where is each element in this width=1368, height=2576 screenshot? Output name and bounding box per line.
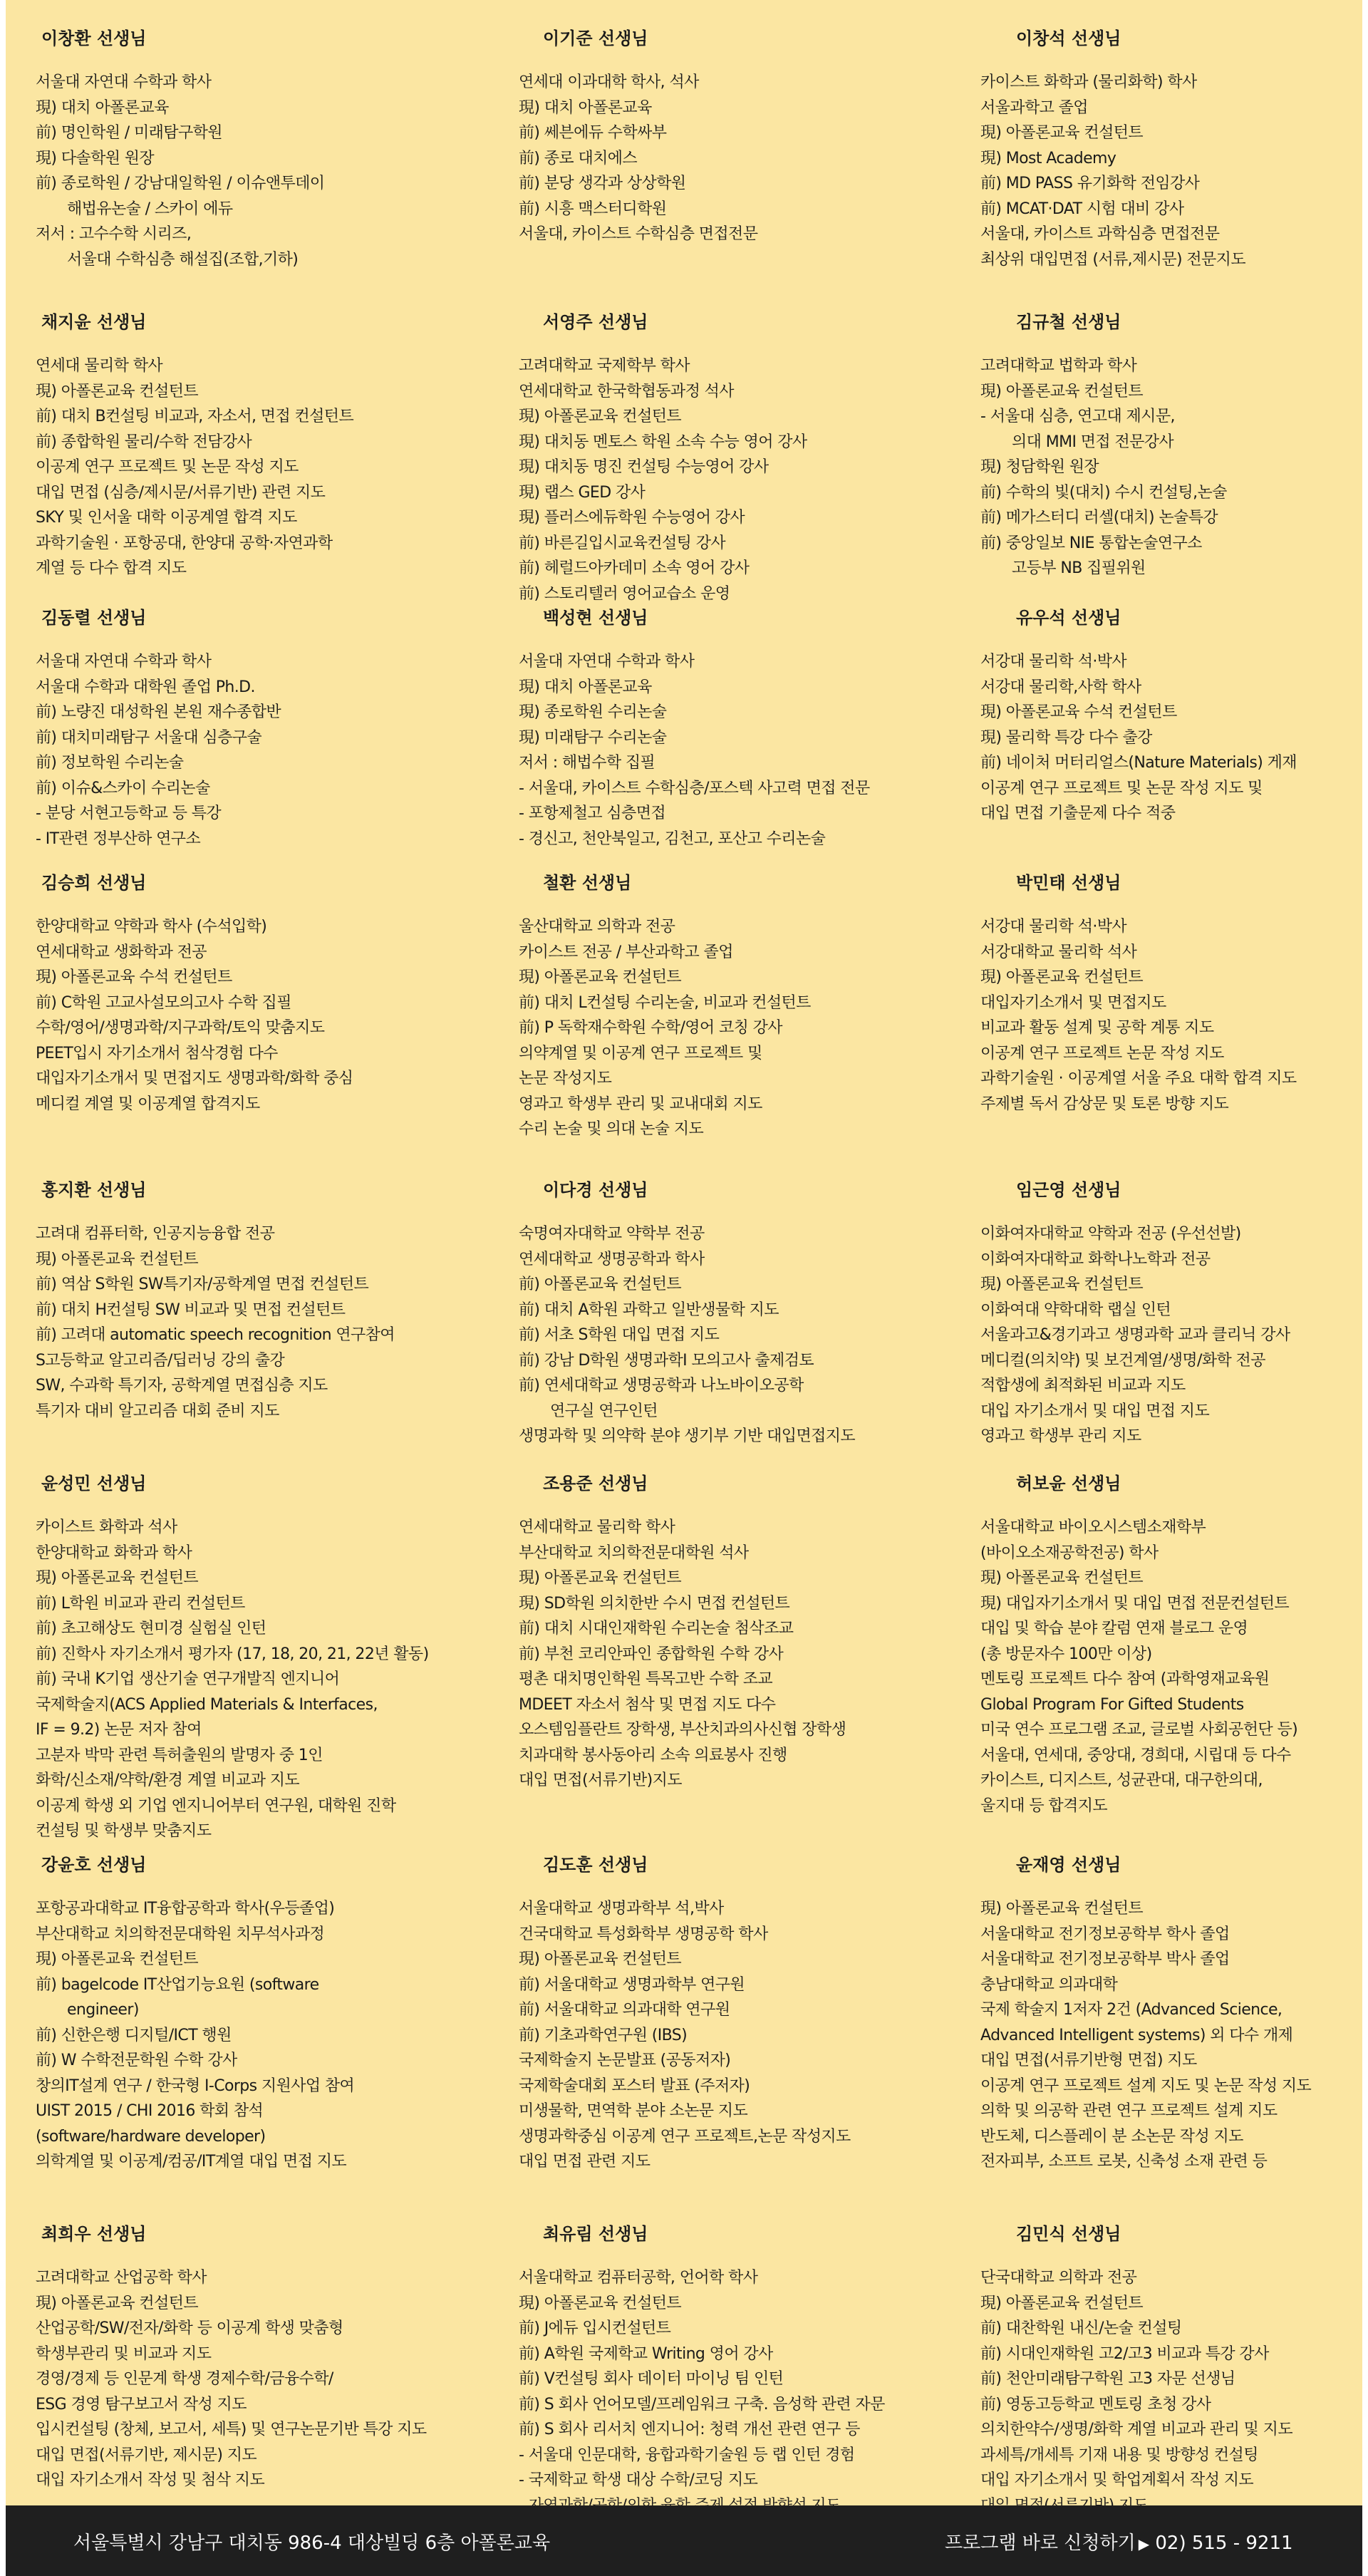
credential-line: 영과고 학생부 관리 및 교내대회 지도 xyxy=(519,1095,762,1113)
credential-line: 現) SD학원 의치한반 수시 면접 컨설턴트 xyxy=(519,1594,790,1613)
credential-line: 現) 아폴론교육 수석 컨설턴트 xyxy=(980,703,1177,721)
teacher-name: 채지윤 선생님 xyxy=(41,312,147,332)
credential-line: 現) 아폴론교육 컨설턴트 xyxy=(36,1950,199,1968)
credential-line: SW, 수과학 특기자, 공학계열 면접심층 지도 xyxy=(36,1377,328,1395)
credential-line: 現) 플러스에듀학원 수능영어 강사 xyxy=(519,509,745,527)
credential-line: 카이스트 화학과 (물리화학) 학사 xyxy=(980,73,1197,91)
teacher-credentials xyxy=(6,914,479,1117)
credential-line: 前) V컨설팅 회사 데이터 마이닝 팀 인턴 xyxy=(519,2370,784,2388)
credential-line: 現) 아폴론교육 컨설턴트 xyxy=(980,968,1144,986)
credential-line: - 서울대 인문대학, 융합과학기술원 등 랩 인턴 경험 xyxy=(519,2446,855,2464)
teacher-credentials xyxy=(479,70,952,247)
teacher-credentials xyxy=(6,1221,479,1424)
credential-line: 서강대 물리학,사학 학사 xyxy=(980,678,1141,696)
credential-line: 서울과고&경기과고 생명과학 교과 클리닉 강사 xyxy=(980,1326,1290,1344)
credential-line: 前) 종합학원 물리/수학 전담강사 xyxy=(36,433,252,451)
credential-line: 카이스트 전공 / 부산과학고 졸업 xyxy=(519,943,733,961)
credential-line: 前) C학원 고교사설모의고사 수학 집필 xyxy=(36,993,291,1012)
credential-line: 現) 아폴론교육 컨설턴트 xyxy=(980,2294,1144,2312)
teacher-credentials xyxy=(479,1515,952,1794)
credential-line: 現) 랩스 GED 강사 xyxy=(519,483,646,502)
credential-line: 前) 고려대 automatic speech recognition 연구참여 xyxy=(36,1326,395,1344)
credential-line: 의학 및 의공학 관련 연구 프로젝트 설계 지도 xyxy=(980,2102,1278,2120)
credential-line: 메디컬 계열 및 이공계열 합격지도 xyxy=(36,1095,260,1113)
credential-line: 現) 아폴론교육 컨설턴트 xyxy=(36,1250,199,1268)
credential-line: - 분당 서현고등학교 등 특강 xyxy=(36,805,222,822)
credential-line: 치과대학 봉사동아리 소속 의료봉사 진행 xyxy=(519,1746,787,1764)
credential-line: 서강대 물리학 석·박사 xyxy=(980,918,1127,936)
teacher-name: 이다경 선생님 xyxy=(543,1180,648,1200)
teacher-name: 철환 선생님 xyxy=(543,873,632,893)
teacher-card xyxy=(479,606,952,871)
credential-line: 고려대학교 국제학부 학사 xyxy=(519,357,690,375)
teacher-name: 이창환 선생님 xyxy=(41,29,147,48)
credential-line: 前) S 회사 리서치 엔지니어: 청력 개선 관련 연구 등 xyxy=(519,2421,860,2438)
credential-line: 컨설팅 및 학생부 맞춤지도 xyxy=(36,1822,212,1840)
credential-line: 前) 부천 코리안파인 종합학원 수학 강사 xyxy=(519,1645,784,1663)
credential-line: 現) 아폴론교육 컨설턴트 xyxy=(519,1569,682,1587)
credential-line: 前) 아폴론교육 컨설턴트 xyxy=(519,1276,682,1293)
credential-line: 한양대학교 화학과 학사 xyxy=(36,1543,192,1562)
credential-line: 現) 청담학원 원장 xyxy=(980,458,1099,476)
credential-line: 前) 종로학원 / 강남대일학원 / 이슈앤투데이 xyxy=(36,175,325,192)
faculty-page xyxy=(6,0,1362,2576)
teacher-name: 유우석 선생님 xyxy=(1016,608,1121,628)
credential-line: 前) 이슈&스카이 수리논술 xyxy=(36,779,210,797)
credential-line: 前) 분당 생각과 상상학원 xyxy=(519,175,686,192)
credential-line: 前) 서초 S학원 대입 면접 지도 xyxy=(519,1326,720,1344)
credential-line: 前) 대치 B컨설팅 비교과, 자소서, 면접 컨설턴트 xyxy=(36,408,354,425)
credential-line: 과세특/개세특 기재 내용 및 방향성 컨설팅 xyxy=(980,2446,1258,2464)
credential-line: 국제학술대회 포스터 발표 (주저자) xyxy=(519,2076,750,2095)
credential-line: (바이오소재공학전공) 학사 xyxy=(980,1543,1159,1562)
credential-line: 포항공과대학교 IT융합공학과 학사(우등졸업) xyxy=(36,1900,335,1918)
credential-line: 연세대 물리학 학사 xyxy=(36,357,163,375)
credential-line: 前) 스토리텔러 영어교습소 운영 xyxy=(519,584,730,603)
credential-line: 평촌 대치명인학원 특목고반 수학 조교 xyxy=(519,1670,773,1688)
teacher-name: 윤재영 선생님 xyxy=(1016,1855,1121,1875)
teacher-name: 강윤호 선생님 xyxy=(41,1855,147,1875)
credential-line: 울산대학교 의학과 전공 xyxy=(519,918,675,936)
teacher-grid xyxy=(6,0,1362,2558)
credential-line: - IT관련 정부산하 연구소 xyxy=(36,829,201,848)
credential-line: - 국제학교 학생 대상 수학/코딩 지도 xyxy=(519,2471,758,2489)
credential-line: 단국대학교 의학과 전공 xyxy=(980,2269,1137,2287)
credential-line: 대입 자기소개서 및 학업계획서 작성 지도 xyxy=(980,2471,1254,2489)
credential-line: 국제학술지 논문발표 (공동저자) xyxy=(519,2052,731,2069)
credential-line: 메디컬(의치약) 및 보건계열/생명/화학 전공 xyxy=(980,1351,1265,1370)
credential-line: 생명과학중심 이공계 연구 프로젝트,논문 작성지도 xyxy=(519,2127,851,2146)
credential-line: (총 방문자수 100만 이상) xyxy=(980,1645,1152,1663)
credential-line: 現) 아폴론교육 컨설턴트 xyxy=(36,1569,199,1587)
credential-line: 前) 명인학원 / 미래탐구학원 xyxy=(36,124,222,142)
credential-line: 카이스트 화학과 석사 xyxy=(36,1519,177,1536)
credential-line: 국제학술지(ACS Applied Materials & Interfaces, xyxy=(36,1695,378,1714)
credential-line: ESG 경영 탐구보고서 작성 지도 xyxy=(36,2395,247,2414)
teacher-card xyxy=(479,1472,952,1853)
teacher-card xyxy=(6,871,479,1179)
credential-line: 서울대, 연세대, 중앙대, 경희대, 시립대 등 다수 xyxy=(980,1746,1291,1764)
teacher-credentials xyxy=(479,649,952,852)
credential-line: 연세대 이과대학 학사, 석사 xyxy=(519,73,699,91)
teacher-card xyxy=(952,27,1362,311)
teacher-name: 이창석 선생님 xyxy=(1016,29,1121,48)
credential-line: 충남대학교 의과대학 xyxy=(980,1975,1118,1994)
credential-line: 한양대학교 약학과 학사 (수석입학) xyxy=(36,918,267,936)
credential-line: S고등학교 알고리즘/딥러닝 강의 출강 xyxy=(36,1351,285,1370)
credential-line: 영과고 학생부 관리 지도 xyxy=(980,1427,1141,1445)
teacher-credentials xyxy=(6,1515,479,1844)
credential-line: 前) S 회사 언어모델/프레임워크 구축. 음성학 관련 자문 xyxy=(519,2395,885,2414)
credential-line: 前) MD PASS 유기화학 전임강사 xyxy=(980,175,1200,192)
credential-line: 現) 아폴론교육 컨설턴트 xyxy=(980,124,1144,142)
credential-line: engineer) xyxy=(67,2001,139,2019)
credential-line: 대입 및 학습 분야 칼럼 연재 블로그 운영 xyxy=(980,1620,1248,1638)
teacher-credentials xyxy=(952,353,1362,581)
credential-line: 국제 학술지 1저자 2건 (Advanced Science, xyxy=(980,2001,1282,2019)
credential-line: 연세대학교 한국학협동과정 석사 xyxy=(519,382,734,400)
teacher-card xyxy=(6,1853,479,2223)
credential-line: 대입 면접 (심층/제시문/서류기반) 관련 지도 xyxy=(36,483,326,502)
credential-line: 前) 역삼 S학원 SW특기자/공학계열 면접 컨설턴트 xyxy=(36,1276,369,1293)
credential-line: 멘토링 프로젝트 다수 참여 (과학영재교육원 xyxy=(980,1670,1270,1688)
credential-line: 수리 논술 및 의대 논술 지도 xyxy=(519,1120,704,1138)
credential-line: 現) 다솔학원 원장 xyxy=(36,149,155,167)
credential-line: 現) 아폴론교육 컨설턴트 xyxy=(36,382,199,400)
credential-line: 前) 노량진 대성학원 본원 재수종합반 xyxy=(36,703,281,721)
credential-line: 미생물학, 면역학 분야 소논문 지도 xyxy=(519,2102,748,2120)
credential-line: 부산대학교 치의학전문대학원 석사 xyxy=(519,1543,749,1562)
credential-line: 고려대 컴퓨터학, 인공지능융합 전공 xyxy=(36,1225,275,1243)
credential-line: 최상위 대입면접 (서류,제시문) 전문지도 xyxy=(980,250,1245,269)
credential-line: 의약계열 및 이공계 연구 프로젝트 및 xyxy=(519,1044,762,1062)
credential-line: 前) 수학의 빛(대치) 수시 컨설팅,논술 xyxy=(980,483,1227,502)
teacher-credentials xyxy=(952,70,1362,272)
credential-line: 前) 대치미래탐구 서울대 심층구술 xyxy=(36,728,262,747)
credential-line: 고려대학교 산업공학 학사 xyxy=(36,2269,207,2287)
credential-line: 서울대 수학과 대학원 졸업 Ph.D. xyxy=(36,678,255,696)
teacher-card xyxy=(479,1853,952,2223)
credential-line: 고려대학교 법학과 학사 xyxy=(980,357,1137,375)
credential-line: 서울대, 카이스트 수학심층 면접전문 xyxy=(519,225,758,243)
teacher-credentials xyxy=(479,914,952,1142)
credential-line: 이공계 연구 프로젝트 논문 작성 지도 xyxy=(980,1044,1224,1062)
teacher-card xyxy=(952,311,1362,606)
credential-line: 서울대학교 전기정보공학부 박사 졸업 xyxy=(980,1950,1230,1968)
credential-line: 대입 자기소개서 및 대입 면접 지도 xyxy=(980,1402,1210,1420)
credential-line: 現) 아폴론교육 컨설턴트 xyxy=(36,2294,199,2312)
credential-line: 前) 서울대학교 생명과학부 연구원 xyxy=(519,1975,745,1994)
teacher-name: 최희우 선생님 xyxy=(41,2224,147,2244)
credential-line: 대입자기소개서 및 면접지도 생명과학/화학 중심 xyxy=(36,1070,353,1087)
credential-line: 서울대학교 전기정보공학부 학사 졸업 xyxy=(980,1925,1230,1943)
credential-line: 서울대, 카이스트 과학심층 면접전문 xyxy=(980,225,1220,243)
credential-line: SKY 및 인서울 대학 이공계열 합격 지도 xyxy=(36,509,297,527)
teacher-credentials xyxy=(479,2265,952,2518)
teacher-card xyxy=(479,871,952,1179)
credential-line: 서울대 자연대 수학과 학사 xyxy=(36,653,212,671)
credential-line: - 경신고, 천안북일고, 김천고, 포산고 수리논술 xyxy=(519,829,826,848)
credential-line: 입시컨설팅 (창체, 보고서, 세특) 및 연구논문기반 특강 지도 xyxy=(36,2421,427,2438)
credential-line: 적합생에 최적화된 비교과 지도 xyxy=(980,1377,1186,1395)
credential-line: 서강대 물리학 석·박사 xyxy=(980,653,1127,671)
credential-line: 전자피부, 소프트 로봇, 신축성 소재 관련 등 xyxy=(980,2153,1268,2171)
credential-line: 화학/신소재/약학/환경 계열 비교과 지도 xyxy=(36,1771,300,1789)
credential-line: 저서 : 해법수학 집필 xyxy=(519,754,656,772)
credential-line: 연세대학교 생화학과 전공 xyxy=(36,943,207,961)
credential-line: 계열 등 다수 합격 지도 xyxy=(36,559,187,577)
teacher-credentials xyxy=(479,1896,952,2175)
credential-line: - 서울대, 카이스트 수학심층/포스텍 사고력 면접 전문 xyxy=(519,779,870,797)
credential-line: 이공계 학생 외 기업 엔지니어부터 연구원, 대학원 진학 xyxy=(36,1796,396,1815)
credential-line: 前) P 독학재수학원 수학/영어 코칭 강사 xyxy=(519,1019,782,1037)
teacher-name: 김민식 선생님 xyxy=(1016,2224,1121,2244)
credential-line: 前) 영동고등학교 멘토링 초청 강사 xyxy=(980,2395,1211,2414)
credential-line: 숙명여자대학교 약학부 전공 xyxy=(519,1225,705,1243)
credential-line: 과학기술원 · 포항공대, 한양대 공학·자연과학 xyxy=(36,534,333,552)
credential-line: 연세대학교 생명공학과 학사 xyxy=(519,1250,705,1268)
credential-line: 비교과 활동 설계 및 공학 계통 지도 xyxy=(980,1019,1214,1037)
credential-line: 이공계 연구 프로젝트 및 논문 작성 지도 xyxy=(36,458,299,476)
footer-address: 서울특별시 강남구 대치동 986-4 대상빌딩 6층 아폴론교육 xyxy=(73,2533,551,2554)
footer-bar xyxy=(6,2505,1362,2576)
credential-line: IF = 9.2) 논문 저자 참여 xyxy=(36,1721,202,1739)
credential-line: 現) 아폴론교육 수석 컨설턴트 xyxy=(36,968,232,986)
credential-line: Global Program For Gifted Students xyxy=(980,1695,1244,1714)
credential-line: 저서 : 고수수학 시리즈, xyxy=(36,225,192,243)
credential-line: 서울대학교 생명과학부 석,박사 xyxy=(519,1900,724,1918)
credential-line: 前) 신한은행 디지털/ICT 행원 xyxy=(36,2026,232,2044)
credential-line: 대입 자기소개서 작성 및 첨삭 지도 xyxy=(36,2471,265,2489)
credential-line: - 서울대 심층, 연고대 제시문, xyxy=(980,408,1175,425)
credential-line: 대입 면접(서류기반)지도 xyxy=(519,1771,682,1789)
credential-line: 現) 대치 아폴론교육 xyxy=(519,98,652,117)
teacher-card xyxy=(479,1179,952,1472)
teacher-card xyxy=(952,871,1362,1179)
credential-line: 現) 대입자기소개서 및 대입 면접 전문컨설턴트 xyxy=(980,1594,1290,1613)
credential-line: 前) bagelcode IT산업기능요원 (software xyxy=(36,1975,319,1994)
credential-line: 前) 천안미래탐구학원 고3 자문 선생님 xyxy=(980,2370,1235,2388)
credential-line: 現) Most Academy xyxy=(980,149,1116,167)
credential-line: 서울과학고 졸업 xyxy=(980,98,1088,117)
credential-line: 前) 대치 A학원 과학고 일반생물학 지도 xyxy=(519,1300,779,1319)
teacher-credentials xyxy=(952,649,1362,827)
credential-line: 前) 시대인재학원 고2/고3 비교과 특강 강사 xyxy=(980,2344,1269,2363)
credential-line: 학생부관리 및 비교과 지도 xyxy=(36,2344,212,2363)
teacher-credentials xyxy=(6,353,479,581)
teacher-name: 서영주 선생님 xyxy=(543,312,648,332)
teacher-card xyxy=(6,1472,479,1853)
teacher-card xyxy=(952,1179,1362,1472)
credential-line: 산업공학/SW/전자/화학 등 이공계 학생 맞춤형 xyxy=(36,2319,343,2337)
teacher-name: 김동렬 선생님 xyxy=(41,608,147,628)
credential-line: 現) 아폴론교육 컨설턴트 xyxy=(980,1276,1144,1293)
credential-line: - 포항제철고 심층면접 xyxy=(519,805,665,822)
teacher-name: 백성현 선생님 xyxy=(543,608,648,628)
credential-line: 주제별 독서 감상문 및 토론 방향 지도 xyxy=(980,1095,1229,1113)
credential-line: 現) 대치 아폴론교육 xyxy=(519,678,652,696)
credential-line: 前) 대치 시대인재학원 수리논술 첨삭조교 xyxy=(519,1620,794,1638)
credential-line: 대입 면접(서류기반형 면접) 지도 xyxy=(980,2052,1197,2069)
credential-line: MDEET 자소서 첨삭 및 면접 지도 다수 xyxy=(519,1695,776,1714)
credential-line: 前) 중앙일보 NIE 통합논술연구소 xyxy=(980,534,1202,552)
credential-line: 건국대학교 특성화학부 생명공학 학사 xyxy=(519,1925,768,1943)
credential-line: 現) 아폴론교육 컨설턴트 xyxy=(519,408,682,425)
credential-line: 울지대 등 합격지도 xyxy=(980,1796,1108,1815)
credential-line: 現) 대치 아폴론교육 xyxy=(36,98,169,117)
teacher-card xyxy=(6,606,479,871)
teacher-credentials xyxy=(952,2265,1362,2518)
credential-line: 이화여자대학교 약학과 전공 (우선선발) xyxy=(980,1225,1241,1243)
credential-line: 서울대 자연대 수학과 학사 xyxy=(36,73,212,91)
credential-line: 前) 헤럴드아카데미 소속 영어 강사 xyxy=(519,559,750,577)
teacher-credentials xyxy=(6,649,479,852)
credential-line: 前) 정보학원 수리논술 xyxy=(36,754,184,772)
credential-line: 前) 연세대학교 생명공학과 나노바이오공학 xyxy=(519,1377,804,1395)
credential-line: 의대 MMI 면접 전문강사 xyxy=(1012,433,1174,451)
teacher-name: 임근영 선생님 xyxy=(1016,1180,1121,1200)
credential-line: 미국 연수 프로그램 조교, 글로벌 사회공헌단 등) xyxy=(980,1721,1298,1739)
credential-line: PEET입시 자기소개서 첨삭경험 다수 xyxy=(36,1044,278,1062)
credential-line: 논문 작성지도 xyxy=(519,1070,612,1087)
credential-line: 現) 아폴론교육 컨설턴트 xyxy=(519,2294,682,2312)
credential-line: 의치한약수/생명/화학 계열 비교과 관리 및 지도 xyxy=(980,2421,1292,2438)
credential-line: 前) 대치 H컨설팅 SW 비교과 및 면접 컨설턴트 xyxy=(36,1300,346,1319)
credential-line: 現) 아폴론교육 컨설턴트 xyxy=(519,1950,682,1968)
credential-line: 서강대학교 물리학 석사 xyxy=(980,943,1137,961)
credential-line: 연세대학교 물리학 학사 xyxy=(519,1519,675,1536)
credential-line: 경영/경제 등 인문계 학생 경제수학/금융수학/ xyxy=(36,2370,333,2388)
credential-line: 반도체, 디스플레이 분 소논문 작성 지도 xyxy=(980,2127,1243,2146)
teacher-card xyxy=(479,27,952,311)
credential-line: 前) J에듀 입시컨설턴트 xyxy=(519,2319,671,2337)
teacher-card xyxy=(6,27,479,311)
teacher-name: 허보윤 선생님 xyxy=(1016,1474,1121,1494)
teacher-name: 김규철 선생님 xyxy=(1016,312,1121,332)
teacher-name: 조용준 선생님 xyxy=(543,1474,648,1494)
teacher-credentials xyxy=(6,2265,479,2493)
credential-line: 대입 면접(서류기반, 제시문) 지도 xyxy=(36,2446,257,2464)
credential-line: 前) 쎄븐에듀 수학싸부 xyxy=(519,124,667,142)
teacher-name: 박민태 선생님 xyxy=(1016,873,1121,893)
credential-line: 前) 서울대학교 의과대학 연구원 xyxy=(519,2001,730,2019)
teacher-credentials xyxy=(6,70,479,272)
credential-line: 前) 초고해상도 현미경 실험실 인턴 xyxy=(36,1620,266,1638)
teacher-name: 김도훈 선생님 xyxy=(543,1855,648,1875)
teacher-card xyxy=(952,606,1362,871)
credential-line: 오스템임플란트 장학생, 부산치과의사신협 장학생 xyxy=(519,1721,846,1739)
apply-program-label: 프로그램 바로 신청하기 xyxy=(945,2533,1136,2554)
credential-line: 前) 기초과학연구원 (IBS) xyxy=(519,2026,688,2044)
teacher-credentials xyxy=(952,1221,1362,1449)
teacher-credentials xyxy=(479,1221,952,1449)
credential-line: 서울대학교 바이오시스템소재학부 xyxy=(980,1519,1206,1536)
credential-line: 前) W 수학전문학원 수학 강사 xyxy=(36,2052,237,2069)
credential-line: 대입자기소개서 및 면접지도 xyxy=(980,993,1166,1012)
credential-line: 現) 미래탐구 수리논술 xyxy=(519,728,667,747)
credential-line: 現) 물리학 특강 다수 출강 xyxy=(980,728,1152,747)
credential-line: 前) 국내 K기업 생산기술 연구개발직 엔지니어 xyxy=(36,1670,340,1688)
credential-line: 대입 면접 기출문제 다수 적중 xyxy=(980,805,1176,822)
teacher-name: 최유림 선생님 xyxy=(543,2224,648,2244)
credential-line: 現) 아폴론교육 컨설턴트 xyxy=(980,1569,1144,1587)
credential-line: 이화여자대학교 화학나노학과 전공 xyxy=(980,1250,1211,1268)
teacher-credentials xyxy=(952,1515,1362,1819)
play-arrow-icon: ▶ xyxy=(1138,2535,1150,2552)
credential-line: 연구실 연구인턴 xyxy=(550,1402,658,1420)
credential-line: 現) 대치동 명진 컨설팅 수능영어 강사 xyxy=(519,458,769,476)
teacher-credentials xyxy=(952,914,1362,1117)
credential-line: 생명과학 및 의약학 분야 생기부 기반 대입면접지도 xyxy=(519,1427,856,1445)
credential-line: 카이스트, 디지스트, 성균관대, 대구한의대, xyxy=(980,1771,1263,1789)
teacher-card xyxy=(6,1179,479,1472)
credential-line: 前) L학원 비교과 관리 컨설턴트 xyxy=(36,1594,245,1613)
teacher-name: 이기준 선생님 xyxy=(543,29,648,48)
credential-line: 前) 진학사 자기소개서 평가자 (17, 18, 20, 21, 22년 활동) xyxy=(36,1645,429,1663)
credential-line: 과학기술원 · 이공계열 서울 주요 대학 합격 지도 xyxy=(980,1070,1297,1087)
credential-line: 이공계 연구 프로젝트 및 논문 작성 지도 및 xyxy=(980,779,1263,797)
teacher-name: 윤성민 선생님 xyxy=(41,1474,147,1494)
credential-line: 前) 종로 대치에스 xyxy=(519,149,638,167)
teacher-card xyxy=(952,1472,1362,1853)
teacher-card xyxy=(6,311,479,606)
credential-line: (software/hardware developer) xyxy=(36,2127,266,2146)
teacher-credentials xyxy=(479,353,952,606)
credential-line: 前) 시흥 맥스터디학원 xyxy=(519,200,667,218)
teacher-credentials xyxy=(6,1896,479,2175)
credential-line: 고분자 박막 관련 특허출원의 발명자 중 1인 xyxy=(36,1746,323,1764)
credential-line: 창의IT설계 연구 / 한국형 I-Corps 지원사업 참여 xyxy=(36,2076,355,2095)
teacher-card xyxy=(479,311,952,606)
teacher-credentials xyxy=(952,1896,1362,2175)
credential-line: Advanced Intelligent systems) 외 다수 개제 xyxy=(980,2026,1293,2044)
credential-line: 前) 메가스터디 러셀(대치) 논술특강 xyxy=(980,509,1218,527)
credential-line: 前) 대찬학원 내신/논술 컨설팅 xyxy=(980,2319,1182,2337)
teacher-name: 홍지환 선생님 xyxy=(41,1180,147,1200)
credential-line: 現) 대치동 멘토스 학원 소속 수능 영어 강사 xyxy=(519,433,807,451)
apply-program-link[interactable] xyxy=(945,2528,1293,2555)
credential-line: 해법유논술 / 스카이 에듀 xyxy=(67,200,233,218)
credential-line: 現) 아폴론교육 컨설턴트 xyxy=(519,968,682,986)
credential-line: 의학계열 및 이공계/컴공/IT계열 대입 면접 지도 xyxy=(36,2153,347,2171)
credential-line: 現) 아폴론교육 컨설턴트 xyxy=(980,1900,1144,1918)
credential-line: 서울대 자연대 수학과 학사 xyxy=(519,653,695,671)
credential-line: 특기자 대비 알고리즘 대회 준비 지도 xyxy=(36,1402,279,1420)
credential-line: 부산대학교 치의학전문대학원 치무석사과정 xyxy=(36,1925,325,1943)
teacher-card xyxy=(952,1853,1362,2223)
credential-line: 서울대학교 컴퓨터공학, 언어학 학사 xyxy=(519,2269,758,2287)
credential-line: 고등부 NB 집필위원 xyxy=(1012,559,1146,577)
credential-line: 이공계 연구 프로젝트 설계 지도 및 논문 작성 지도 xyxy=(980,2076,1312,2095)
credential-line: 이화여대 약학대학 랩실 인턴 xyxy=(980,1300,1171,1319)
credential-line: 前) MCAT·DAT 시험 대비 강사 xyxy=(980,200,1184,218)
credential-line: 現) 종로학원 수리논술 xyxy=(519,703,667,721)
phone-number: 02) 515 - 9211 xyxy=(1155,2533,1293,2554)
credential-line: 現) 아폴론교육 컨설턴트 xyxy=(980,382,1144,400)
credential-line: 서울대 수학심층 해설집(조합,기하) xyxy=(67,250,299,269)
credential-line: 대입 면접 관련 지도 xyxy=(519,2153,651,2171)
credential-line: 前) 바른길입시교육컨설팅 강사 xyxy=(519,534,725,552)
teacher-name: 김승희 선생님 xyxy=(41,873,147,893)
credential-line: 前) 강남 D학원 생명과학I 모의고사 출제검토 xyxy=(519,1351,814,1370)
credential-line: UIST 2015 / CHI 2016 학회 참석 xyxy=(36,2102,264,2120)
credential-line: 前) A학원 국제학교 Writing 영어 강사 xyxy=(519,2344,773,2363)
credential-line: 前) 네이처 머터리얼스(Nature Materials) 게재 xyxy=(980,754,1297,772)
credential-line: 前) 대치 L컨설팅 수리논술, 비교과 컨설턴트 xyxy=(519,993,811,1012)
credential-line: 수학/영어/생명과학/지구과학/토익 맞춤지도 xyxy=(36,1019,325,1037)
